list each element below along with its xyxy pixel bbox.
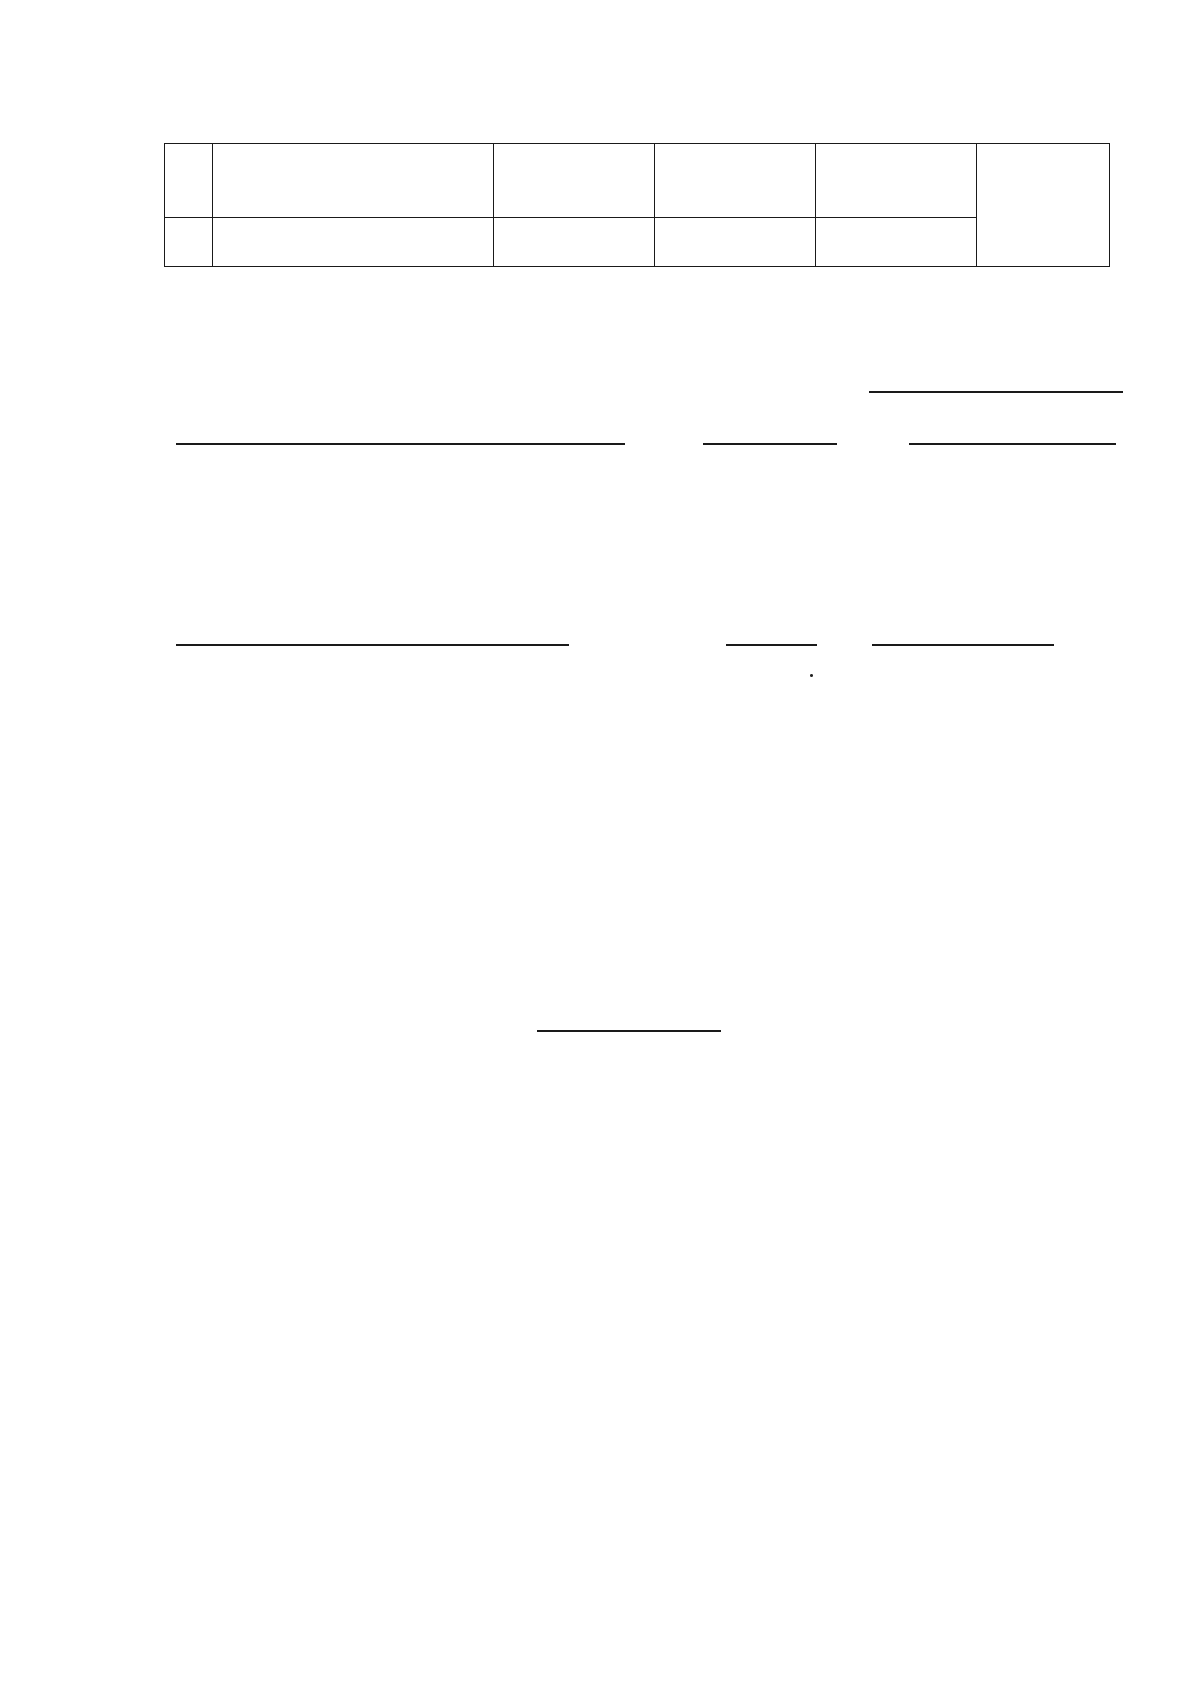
name-line: [872, 644, 1054, 646]
table-cell: [816, 218, 977, 267]
table-cell: [816, 144, 977, 218]
table-cell: [494, 218, 655, 267]
signature-line: [726, 644, 817, 646]
position-line: [176, 443, 625, 445]
subsidy-table: [164, 143, 1110, 267]
date-line: [869, 391, 1123, 393]
table-cell-merged: [977, 144, 1110, 267]
ink-mark: [810, 674, 813, 677]
end-divider: [537, 1030, 721, 1032]
signature-line: [703, 443, 837, 445]
table-cell-index: [165, 218, 213, 267]
position-line: [176, 644, 569, 646]
row-description: [213, 218, 493, 220]
table-cell: [655, 218, 816, 267]
row-description: [213, 144, 493, 146]
table-cell: [655, 144, 816, 218]
table-cell-description: [213, 144, 494, 218]
table-row: [165, 144, 1110, 218]
name-line: [909, 443, 1116, 445]
table-cell: [494, 144, 655, 218]
table-cell-description: [213, 218, 494, 267]
table-cell-index: [165, 144, 213, 218]
table-row: [165, 218, 1110, 267]
